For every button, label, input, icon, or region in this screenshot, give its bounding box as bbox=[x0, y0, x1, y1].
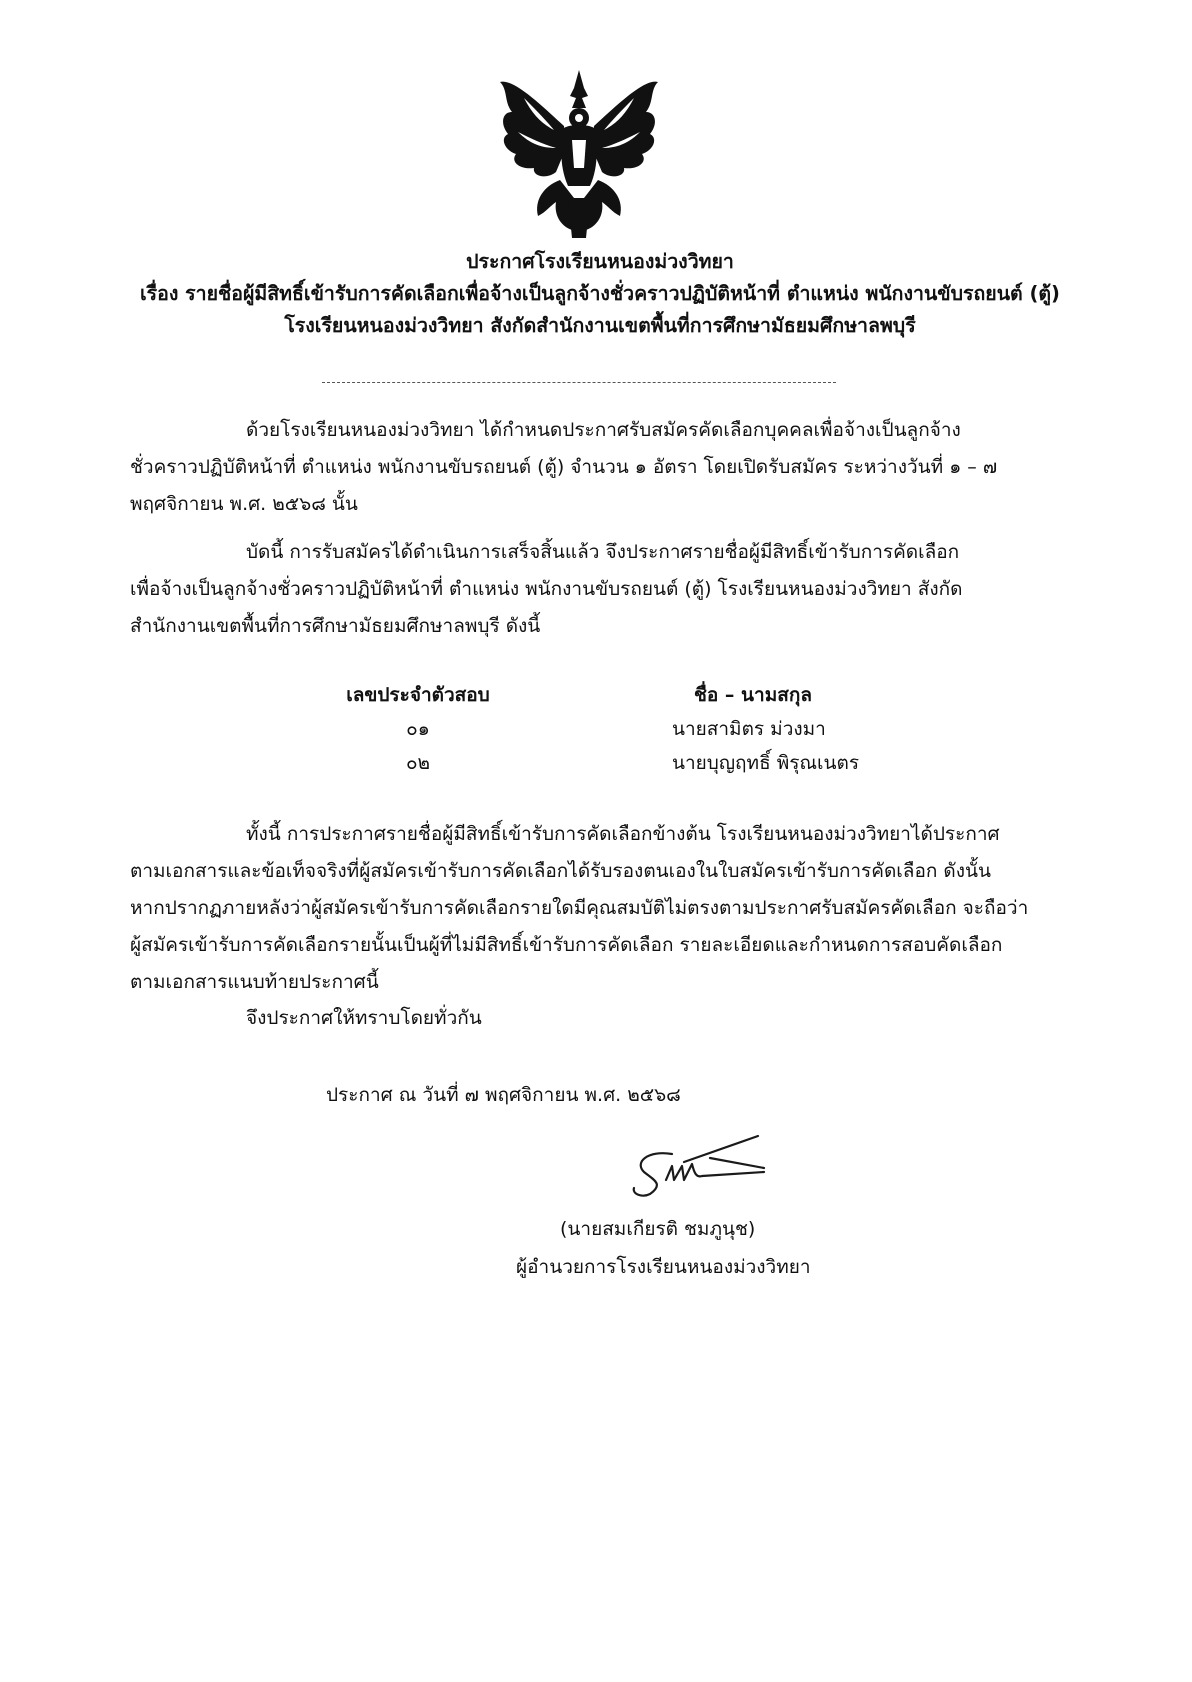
exam-id-cell: ๐๑ bbox=[406, 718, 430, 740]
paragraph-1 bbox=[130, 412, 1050, 523]
signer-title: ผู้อำนวยการโรงเรียนหนองม่วงวิทยา bbox=[516, 1256, 811, 1278]
announcement-closing: จึงประกาศให้ทราบโดยทั่วกัน bbox=[246, 1007, 482, 1029]
paragraph-3-line: ผู้สมัครเข้ารับการคัดเลือกรายนั้นเป็นผู้ที่ไม่มีสิทธิ์เข้ารับการคัดเลือก รายละเอียดและกำหนดการสอบคัดเลือก bbox=[130, 934, 1003, 956]
table-row bbox=[0, 748, 1192, 782]
signer-name: (นายสมเกียรติ ชมภูนุช) bbox=[560, 1218, 756, 1240]
exam-id-cell: ๐๒ bbox=[405, 752, 431, 774]
full-name-cell: นายสามิตร ม่วงมา bbox=[672, 718, 826, 740]
paragraph-3-line: ทั้งนี้ การประกาศรายชื่อผู้มีสิทธิ์เข้ารับการคัดเลือกข้างต้น โรงเรียนหนองม่วงวิทยาได้ประกาศ bbox=[246, 823, 1000, 845]
paragraph-2-line: เพื่อจ้างเป็นลูกจ้างชั่วคราวปฏิบัติหน้าที่ ตำแหน่ง พนักงานขับรถยนต์ (ตู้) โรงเรียนหนองม่วงวิทยา สังกัด bbox=[130, 578, 963, 600]
table-row bbox=[0, 714, 1192, 748]
paragraph-1-line: ชั่วคราวปฏิบัติหน้าที่ ตำแหน่ง พนักงานขับรถยนต์ (ตู้) จำนวน ๑ อัตรา โดยเปิดรับสมัคร ระหว่างวันที่ ๑ – ๗ bbox=[130, 456, 998, 478]
header-line-2: เรื่อง รายชื่อผู้มีสิทธิ์เข้ารับการคัดเลือกเพื่อจ้างเป็นลูกจ้างชั่วคราวปฏิบัติหน้าที่ ตำแหน่ง พนักงานขับรถยนต์ (ตู้) bbox=[140, 282, 1060, 305]
paragraph-3-line: ตามเอกสารแนบท้ายประกาศนี้ bbox=[130, 971, 379, 993]
signature-icon bbox=[614, 1132, 770, 1206]
paragraph-2-line: บัดนี้ การรับสมัครได้ดำเนินการเสร็จสิ้นแล้ว จึงประกาศรายชื่อผู้มีสิทธิ์เข้ารับการคัดเลือก bbox=[246, 541, 960, 563]
table-header-row bbox=[0, 680, 1192, 714]
header-line-3: โรงเรียนหนองม่วงวิทยา สังกัดสำนักงานเขตพื้นที่การศึกษามัธยมศึกษาลพบุรี bbox=[284, 314, 916, 337]
paragraph-3 bbox=[130, 816, 1050, 1001]
paragraph-3-line: ตามเอกสารและข้อเท็จจริงที่ผู้สมัครเข้ารับการคัดเลือกได้รับรองตนเองในใบสมัครเข้ารับการคัดเลือก ดังนั้น bbox=[130, 860, 991, 882]
full-name-cell: นายบุญฤทธิ์ พิรุณเนตร bbox=[672, 752, 860, 774]
header-divider bbox=[322, 382, 836, 383]
candidate-table bbox=[0, 680, 1192, 782]
document-header bbox=[80, 246, 1120, 342]
paragraph-2 bbox=[130, 534, 1050, 645]
paragraph-1-line: พฤศจิกายน พ.ศ. ๒๕๖๘ นั้น bbox=[130, 493, 358, 515]
paragraph-2-line: สำนักงานเขตพื้นที่การศึกษามัธยมศึกษาลพบุรี ดังนี้ bbox=[130, 615, 541, 637]
full-name-header: ชื่อ – นามสกุล bbox=[694, 684, 812, 706]
paragraph-3-line: หากปรากฏภายหลังว่าผู้สมัครเข้ารับการคัดเลือกรายใดมีคุณสมบัติไม่ตรงตามประกาศรับสมัครคัดเลือก จะถือว่า bbox=[130, 897, 1029, 919]
header-line-1: ประกาศโรงเรียนหนองม่วงวิทยา bbox=[466, 250, 734, 273]
announcement-date: ประกาศ ณ วันที่ ๗ พฤศจิกายน พ.ศ. ๒๕๖๘ bbox=[326, 1084, 681, 1106]
exam-id-header: เลขประจำตัวสอบ bbox=[346, 684, 490, 706]
garuda-emblem-icon bbox=[494, 68, 664, 240]
paragraph-1-line: ด้วยโรงเรียนหนองม่วงวิทยา ได้กำหนดประกาศรับสมัครคัดเลือกบุคคลเพื่อจ้างเป็นลูกจ้าง bbox=[246, 419, 961, 441]
paragraph-4 bbox=[246, 1000, 1166, 1037]
